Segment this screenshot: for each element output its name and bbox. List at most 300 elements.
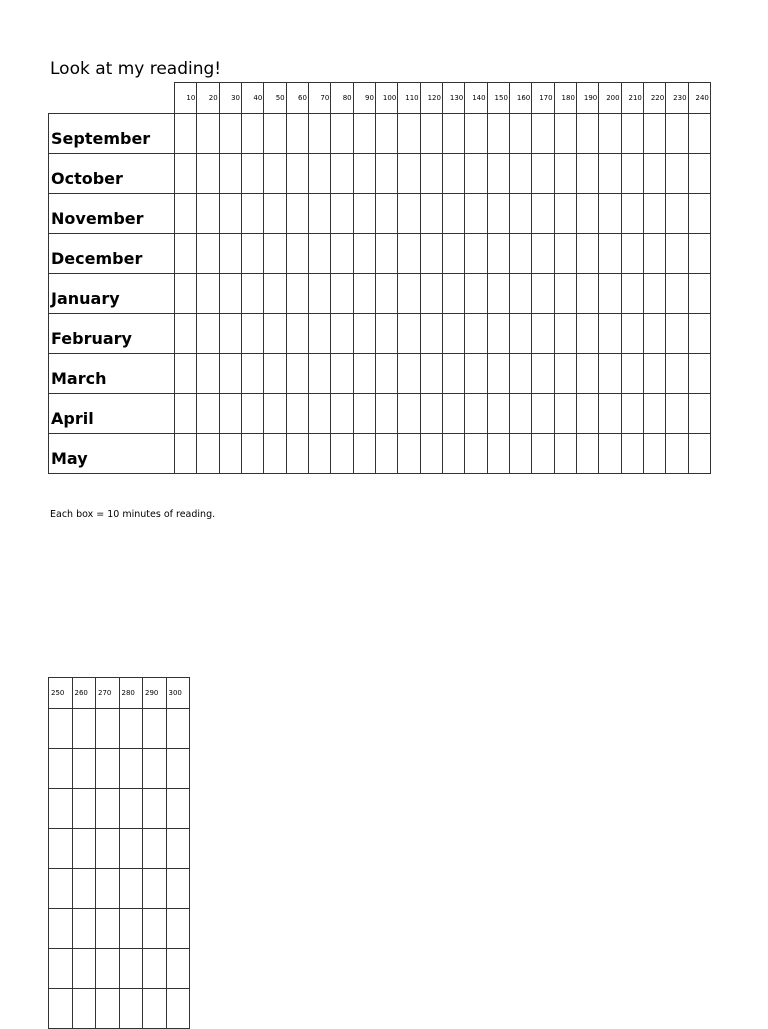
reading-box — [308, 154, 330, 194]
extension-row — [49, 709, 190, 749]
reading-box — [487, 234, 509, 274]
reading-box — [49, 949, 73, 989]
reading-box — [241, 434, 263, 474]
reading-box — [175, 234, 197, 274]
reading-box — [96, 789, 120, 829]
month-label: May — [49, 434, 175, 474]
reading-box — [532, 434, 554, 474]
reading-box — [197, 434, 219, 474]
reading-box — [331, 274, 353, 314]
reading-box — [308, 394, 330, 434]
reading-box — [241, 314, 263, 354]
minutes-header-cell: 170 — [532, 83, 554, 114]
minutes-header-cell: 80 — [331, 83, 353, 114]
reading-box — [197, 194, 219, 234]
reading-box — [532, 234, 554, 274]
reading-box — [487, 194, 509, 234]
reading-box — [119, 989, 143, 1029]
minutes-header-cell: 60 — [286, 83, 308, 114]
reading-box — [666, 194, 688, 234]
reading-box — [264, 314, 286, 354]
reading-box — [509, 354, 531, 394]
reading-box — [264, 394, 286, 434]
minutes-header-cell: 270 — [96, 678, 120, 709]
reading-box — [465, 394, 487, 434]
reading-box — [576, 314, 598, 354]
reading-box — [643, 154, 665, 194]
grid-note: Each box = 10 minutes of reading. — [50, 509, 216, 520]
reading-box — [353, 234, 375, 274]
extension-row — [49, 749, 190, 789]
reading-box — [576, 194, 598, 234]
minutes-header-cell: 300 — [166, 678, 190, 709]
reading-box — [554, 234, 576, 274]
reading-box — [353, 154, 375, 194]
reading-box — [96, 829, 120, 869]
reading-box — [197, 394, 219, 434]
reading-box — [197, 114, 219, 154]
minutes-header-cell: 240 — [688, 83, 710, 114]
reading-box — [666, 234, 688, 274]
reading-box — [219, 274, 241, 314]
reading-box — [241, 394, 263, 434]
reading-box — [442, 154, 464, 194]
reading-box — [197, 274, 219, 314]
month-label: February — [49, 314, 175, 354]
reading-box — [72, 949, 96, 989]
reading-box — [308, 434, 330, 474]
reading-box — [643, 234, 665, 274]
reading-box — [465, 314, 487, 354]
month-row — [49, 394, 711, 434]
reading-box — [666, 394, 688, 434]
reading-box — [420, 234, 442, 274]
reading-box — [197, 314, 219, 354]
reading-box — [420, 194, 442, 234]
reading-box — [643, 114, 665, 154]
reading-box — [264, 154, 286, 194]
reading-box — [308, 194, 330, 234]
reading-box — [241, 194, 263, 234]
reading-box — [175, 114, 197, 154]
reading-box — [241, 154, 263, 194]
reading-box — [286, 394, 308, 434]
reading-box — [119, 749, 143, 789]
reading-box — [72, 869, 96, 909]
reading-box — [554, 354, 576, 394]
minutes-header-cell: 130 — [442, 83, 464, 114]
reading-box — [286, 154, 308, 194]
reading-box — [554, 314, 576, 354]
reading-box — [398, 154, 420, 194]
reading-box — [487, 354, 509, 394]
reading-box — [688, 314, 710, 354]
minutes-header-cell: 230 — [666, 83, 688, 114]
reading-box — [264, 114, 286, 154]
reading-box — [219, 234, 241, 274]
reading-box — [688, 154, 710, 194]
reading-box — [72, 989, 96, 1029]
reading-box — [241, 114, 263, 154]
reading-box — [465, 114, 487, 154]
reading-box — [509, 194, 531, 234]
reading-box — [49, 749, 73, 789]
reading-box — [286, 274, 308, 314]
reading-box — [197, 354, 219, 394]
reading-box — [353, 354, 375, 394]
reading-box — [599, 154, 621, 194]
reading-box — [599, 434, 621, 474]
reading-box — [643, 394, 665, 434]
reading-box — [465, 434, 487, 474]
reading-box — [375, 274, 397, 314]
reading-box — [166, 869, 190, 909]
reading-box — [175, 394, 197, 434]
reading-box — [308, 114, 330, 154]
reading-box — [331, 314, 353, 354]
reading-box — [331, 154, 353, 194]
reading-box — [264, 194, 286, 234]
reading-box — [119, 869, 143, 909]
reading-box — [599, 114, 621, 154]
reading-box — [308, 314, 330, 354]
reading-box — [442, 114, 464, 154]
reading-box — [621, 314, 643, 354]
page-title: Look at my reading! — [50, 59, 222, 79]
reading-box — [96, 909, 120, 949]
minutes-header-cell: 90 — [353, 83, 375, 114]
reading-box — [143, 909, 167, 949]
reading-box — [197, 154, 219, 194]
reading-box — [599, 274, 621, 314]
reading-box — [375, 154, 397, 194]
minutes-header-cell: 200 — [599, 83, 621, 114]
reading-box — [398, 274, 420, 314]
reading-box — [621, 434, 643, 474]
extension-row — [49, 909, 190, 949]
month-label: March — [49, 354, 175, 394]
reading-box — [420, 114, 442, 154]
reading-box — [599, 394, 621, 434]
reading-box — [49, 709, 73, 749]
reading-box — [119, 909, 143, 949]
reading-box — [286, 434, 308, 474]
reading-box — [666, 434, 688, 474]
reading-box — [398, 354, 420, 394]
month-row — [49, 154, 711, 194]
reading-box — [286, 354, 308, 394]
reading-box — [241, 354, 263, 394]
reading-box — [375, 394, 397, 434]
reading-box — [219, 194, 241, 234]
reading-box — [532, 394, 554, 434]
reading-box — [331, 394, 353, 434]
reading-box — [143, 709, 167, 749]
reading-box — [509, 434, 531, 474]
reading-box — [96, 869, 120, 909]
reading-box — [286, 234, 308, 274]
reading-box — [599, 234, 621, 274]
reading-box — [509, 314, 531, 354]
reading-box — [398, 434, 420, 474]
reading-box — [331, 354, 353, 394]
reading-box — [621, 274, 643, 314]
reading-box — [398, 234, 420, 274]
reading-box — [49, 829, 73, 869]
reading-box — [49, 989, 73, 1029]
reading-box — [72, 709, 96, 749]
reading-box — [554, 154, 576, 194]
minutes-header-cell: 210 — [621, 83, 643, 114]
reading-box — [175, 274, 197, 314]
reading-box — [375, 194, 397, 234]
reading-box — [487, 274, 509, 314]
extension-row — [49, 869, 190, 909]
extension-row — [49, 949, 190, 989]
reading-box — [143, 949, 167, 989]
reading-box — [465, 154, 487, 194]
reading-box — [219, 394, 241, 434]
reading-box — [398, 394, 420, 434]
reading-box — [96, 989, 120, 1029]
reading-box — [398, 114, 420, 154]
reading-box — [442, 194, 464, 234]
reading-box — [487, 154, 509, 194]
extension-row — [49, 789, 190, 829]
reading-box — [143, 829, 167, 869]
reading-box — [119, 949, 143, 989]
reading-box — [465, 194, 487, 234]
reading-box — [621, 154, 643, 194]
month-label: April — [49, 394, 175, 434]
reading-box — [442, 394, 464, 434]
minutes-header-cell: 260 — [72, 678, 96, 709]
reading-box — [599, 314, 621, 354]
reading-box — [219, 314, 241, 354]
reading-box — [96, 749, 120, 789]
reading-box — [72, 909, 96, 949]
reading-box — [666, 314, 688, 354]
reading-box — [375, 234, 397, 274]
month-row — [49, 274, 711, 314]
reading-box — [219, 114, 241, 154]
reading-box — [166, 749, 190, 789]
reading-box — [331, 434, 353, 474]
reading-box — [353, 194, 375, 234]
month-row — [49, 314, 711, 354]
reading-box — [487, 434, 509, 474]
month-label: September — [49, 114, 175, 154]
grid-header-row — [49, 83, 711, 114]
reading-box — [375, 354, 397, 394]
reading-box — [420, 394, 442, 434]
reading-box — [621, 394, 643, 434]
reading-box — [286, 114, 308, 154]
reading-box — [119, 829, 143, 869]
minutes-header-cell: 140 — [465, 83, 487, 114]
reading-box — [166, 949, 190, 989]
reading-box — [353, 114, 375, 154]
reading-box — [442, 274, 464, 314]
month-row — [49, 354, 711, 394]
reading-box — [442, 234, 464, 274]
reading-box — [442, 434, 464, 474]
reading-box — [554, 114, 576, 154]
reading-box — [576, 274, 598, 314]
reading-box — [286, 314, 308, 354]
reading-box — [175, 314, 197, 354]
reading-box — [375, 114, 397, 154]
reading-box — [688, 234, 710, 274]
reading-box — [509, 234, 531, 274]
reading-box — [331, 234, 353, 274]
reading-box — [264, 434, 286, 474]
reading-box — [219, 434, 241, 474]
reading-box — [72, 749, 96, 789]
reading-box — [175, 434, 197, 474]
reading-box — [554, 194, 576, 234]
reading-box — [442, 314, 464, 354]
reading-box — [465, 274, 487, 314]
reading-box — [398, 314, 420, 354]
reading-box — [576, 434, 598, 474]
reading-box — [308, 274, 330, 314]
grid-corner — [49, 83, 175, 114]
reading-box — [688, 114, 710, 154]
reading-box — [487, 394, 509, 434]
minutes-header-cell: 220 — [643, 83, 665, 114]
reading-box — [143, 749, 167, 789]
reading-box — [308, 354, 330, 394]
minutes-header-cell: 250 — [49, 678, 73, 709]
reading-box — [420, 434, 442, 474]
minutes-header-cell: 40 — [241, 83, 263, 114]
extension-grid — [48, 677, 190, 1029]
month-row — [49, 234, 711, 274]
reading-box — [219, 354, 241, 394]
reading-box — [353, 394, 375, 434]
reading-box — [621, 194, 643, 234]
reading-box — [420, 274, 442, 314]
reading-log-grid — [48, 82, 711, 474]
reading-box — [175, 354, 197, 394]
reading-box — [666, 354, 688, 394]
reading-box — [532, 154, 554, 194]
reading-box — [643, 434, 665, 474]
reading-box — [241, 234, 263, 274]
reading-box — [96, 949, 120, 989]
reading-box — [264, 354, 286, 394]
reading-box — [166, 789, 190, 829]
reading-box — [643, 314, 665, 354]
reading-box — [241, 274, 263, 314]
reading-box — [688, 194, 710, 234]
minutes-header-cell: 290 — [143, 678, 167, 709]
extension-header-row — [49, 678, 190, 709]
reading-box — [143, 789, 167, 829]
reading-box — [264, 274, 286, 314]
minutes-header-cell: 160 — [509, 83, 531, 114]
reading-box — [166, 909, 190, 949]
month-label: December — [49, 234, 175, 274]
reading-box — [398, 194, 420, 234]
reading-box — [166, 709, 190, 749]
reading-box — [465, 354, 487, 394]
reading-box — [599, 354, 621, 394]
reading-box — [487, 114, 509, 154]
reading-box — [688, 274, 710, 314]
month-label: November — [49, 194, 175, 234]
month-row — [49, 194, 711, 234]
reading-box — [576, 354, 598, 394]
reading-box — [96, 709, 120, 749]
reading-box — [119, 789, 143, 829]
reading-box — [621, 114, 643, 154]
reading-box — [509, 114, 531, 154]
reading-box — [576, 154, 598, 194]
reading-box — [166, 829, 190, 869]
reading-box — [166, 989, 190, 1029]
reading-box — [143, 869, 167, 909]
reading-box — [532, 314, 554, 354]
extension-row — [49, 989, 190, 1029]
reading-box — [420, 154, 442, 194]
reading-box — [49, 909, 73, 949]
month-row — [49, 114, 711, 154]
reading-box — [666, 274, 688, 314]
reading-box — [375, 434, 397, 474]
reading-box — [49, 869, 73, 909]
reading-box — [72, 789, 96, 829]
reading-box — [532, 194, 554, 234]
reading-box — [119, 709, 143, 749]
reading-box — [219, 154, 241, 194]
reading-box — [509, 154, 531, 194]
minutes-header-cell: 110 — [398, 83, 420, 114]
reading-box — [688, 394, 710, 434]
reading-box — [643, 194, 665, 234]
reading-box — [621, 354, 643, 394]
minutes-header-cell: 30 — [219, 83, 241, 114]
reading-box — [420, 314, 442, 354]
minutes-header-cell: 70 — [308, 83, 330, 114]
reading-box — [331, 114, 353, 154]
reading-box — [197, 234, 219, 274]
extension-row — [49, 829, 190, 869]
minutes-header-cell: 150 — [487, 83, 509, 114]
minutes-header-cell: 10 — [175, 83, 197, 114]
reading-box — [509, 274, 531, 314]
month-row — [49, 434, 711, 474]
reading-box — [353, 434, 375, 474]
reading-box — [532, 274, 554, 314]
reading-box — [576, 114, 598, 154]
reading-box — [143, 989, 167, 1029]
reading-box — [353, 314, 375, 354]
minutes-header-cell: 20 — [197, 83, 219, 114]
month-label: October — [49, 154, 175, 194]
minutes-header-cell: 100 — [375, 83, 397, 114]
reading-box — [554, 274, 576, 314]
reading-box — [420, 354, 442, 394]
reading-box — [554, 394, 576, 434]
reading-box — [643, 354, 665, 394]
reading-box — [688, 434, 710, 474]
reading-box — [666, 154, 688, 194]
reading-box — [576, 394, 598, 434]
reading-box — [442, 354, 464, 394]
minutes-header-cell: 190 — [576, 83, 598, 114]
